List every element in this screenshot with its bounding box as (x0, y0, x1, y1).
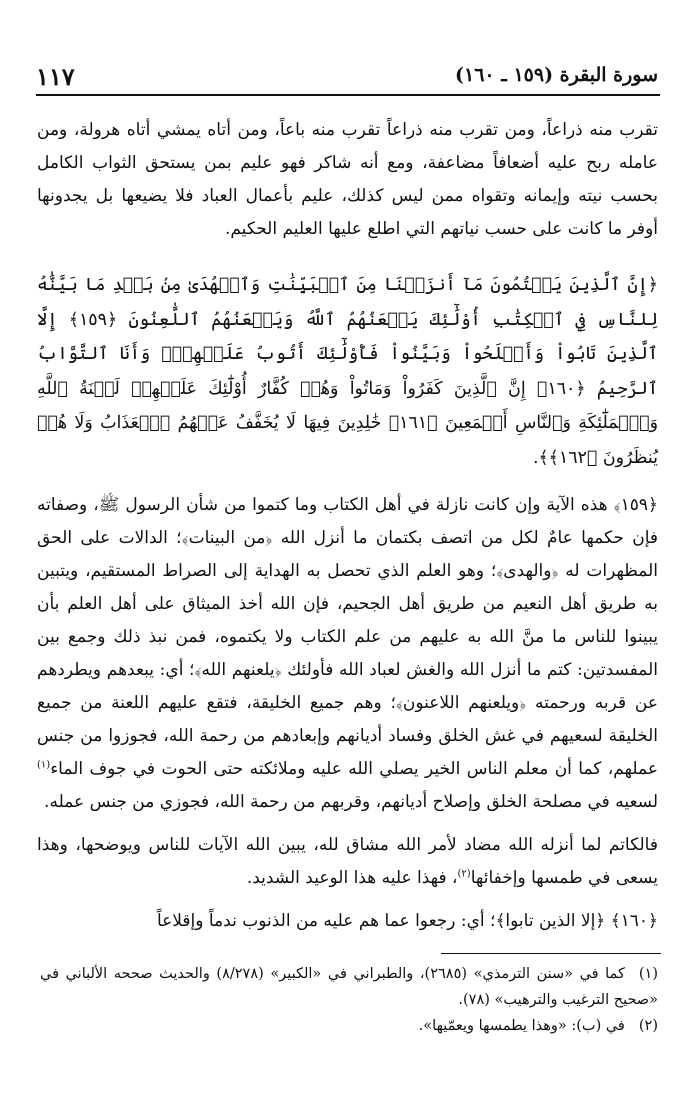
footnotes (40, 961, 658, 1039)
page-body (37, 114, 658, 938)
commentary-concealer-text: فالكاتم لما أنزله الله مضاد لأمر الله مشاق لله، يبين الله الآيات للناس ويوضحها، وهذا يسعى في طمسها وإخفائها (37, 835, 658, 888)
footnote-2-number: (٢) (638, 1018, 658, 1034)
footnote-1 (40, 961, 658, 1013)
commentary-concealer-end: ، فهذا عليه هذا الوعيد الشديد. (246, 868, 458, 888)
commentary-159-end: لسعيه في مصلحة الخلق وإصلاح أديانهم، وقربهم من رحمة الله، فجوزي من جنس عمله. (44, 792, 658, 812)
footnote-ref-1: (١) (37, 759, 51, 771)
footnote-1-number: (١) (638, 966, 659, 982)
page-number: ١١٧ (36, 62, 75, 91)
footnote-1-text: كما في «سنن الترمذي» (٢٦٨٥)، والطبراني في «الكبير» (٨/٢٧٨) والحديث صححه الألباني في «صحيح الترغيب والترهيب» (٧٨). (40, 966, 658, 1008)
footnote-2 (40, 1013, 658, 1039)
header-divider (36, 94, 660, 96)
footnote-2-text: في (ب): «وهذا يطمسها ويعمّيها». (418, 1018, 625, 1034)
page-header (36, 62, 658, 94)
commentary-159 (37, 489, 658, 819)
footnote-ref-2: (٢) (457, 868, 471, 880)
footnote-divider (441, 953, 661, 954)
intro-paragraph: تقرب منه ذراعاً، ومن تقرب منه ذراعاً تقرب منه باعاً، ومن أتاه يمشي أتاه هرولة، ومن عامله ربح عليه أضعافاً مضاعفة، ومع أنه شاكر فهو عليم بمن يستحق الثواب الكامل بحسب نيته وإيمانه وتقواه ممن ليس كذلك، عليم بأعمال العباد فلا يضيعها بل يجدونها أوفر ما كانت على حسب نياتهم التي اطلع عليها العليم الحكيم. (37, 120, 658, 239)
commentary-concealer (37, 829, 658, 895)
quran-verses: ﴿إِنَّ ٱلَّذِينَ يَكۡتُمُونَ مَآ أَنزَلۡنَا مِنَ ٱلۡبَيِّنَٰتِ وَٱلۡهُدَىٰ مِنۢ بَعۡدِ مَا بَيَّنَّٰهُ لِلنَّاسِ فِي ٱلۡكِتَٰبِ أُوْلَٰٓئِكَ يَلۡعَنُهُمُ ٱللَّهُ وَيَلۡعَنُهُمُ ٱللَّٰعِنُونَ ﴿١٥٩﴾ إِلَّا ٱلَّذِينَ تَابُواْ وَأَصۡلَحُواْ وَبَيَّنُواْ فَأُوْلَٰٓئِكَ أَتُوبُ عَلَيۡهِمۡۚ وَأَنَا ٱلتَّوَّابُ ٱلرَّحِيمُ ﴿١٦٠﴾ إِنَّ ٱلَّذِينَ كَفَرُواْ وَمَاتُواْ وَهُمۡ كُفَّارٌ أُوْلَٰٓئِكَ عَلَيۡهِمۡ لَعۡنَةُ ٱللَّهِ وَٱلۡمَلَٰٓئِكَةِ وَٱلنَّاسِ أَجۡمَعِينَ ﴿١٦١﴾ خَٰلِدِينَ فِيهَا لَا يُخَفَّفُ عَنۡهُمُ ٱلۡعَذَابُ وَلَا هُمۡ يُنظَرُونَ ﴿١٦٢﴾﴾. (37, 275, 658, 468)
commentary-160: ﴿١٦٠﴾ ﴿إلا الذين تابوا﴾؛ أي: رجعوا عما هم عليه من الذنوب ندماً وإقلاعاً (156, 911, 658, 931)
commentary-159-text: ﴿١٥٩﴾ هذه الآية وإن كانت نازلة في أهل الكتاب وما كتموا من شأن الرسول ﷺ، وصفاته فإن حكمها عامٌ لكل من اتصف بكتمان ما أنزل الله ﴿من البينات﴾؛ الدالات على الحق المظهرات له ﴿والهدى﴾؛ وهو العلم الذي تحصل به الهداية إلى الصراط المستقيم، ويتبين به طريق أهل النعيم من طريق أهل الجحيم، فإن الله أخذ الميثاق على أهل العلم بأن يبينوا للناس ما منَّ الله به عليهم من علم الكتاب ولا يكتموه، فمن نبذ ذلك وجمع بين المفسدتين: كتم ما أنزل الله والغش لعباد الله فأولئك ﴿يلعنهم الله﴾؛ أي: يبعدهم ويطردهم عن قربه ورحمته ﴿ويلعنهم اللاعنون﴾؛ وهم جميع الخليقة، فتقع عليهم اللعنة من جميع الخليقة لسعيهم في غش الخلق وفساد أديانهم وإبعادهم من رحمة الله، فجوزوا من جنس عملهم، كما أن معلم الناس الخير يصلي الله عليه وملائكته حتى الحوت في جوف الماء (37, 495, 658, 779)
page-title: سورة البقرة (١٥٩ ـ ١٦٠) (455, 64, 658, 86)
